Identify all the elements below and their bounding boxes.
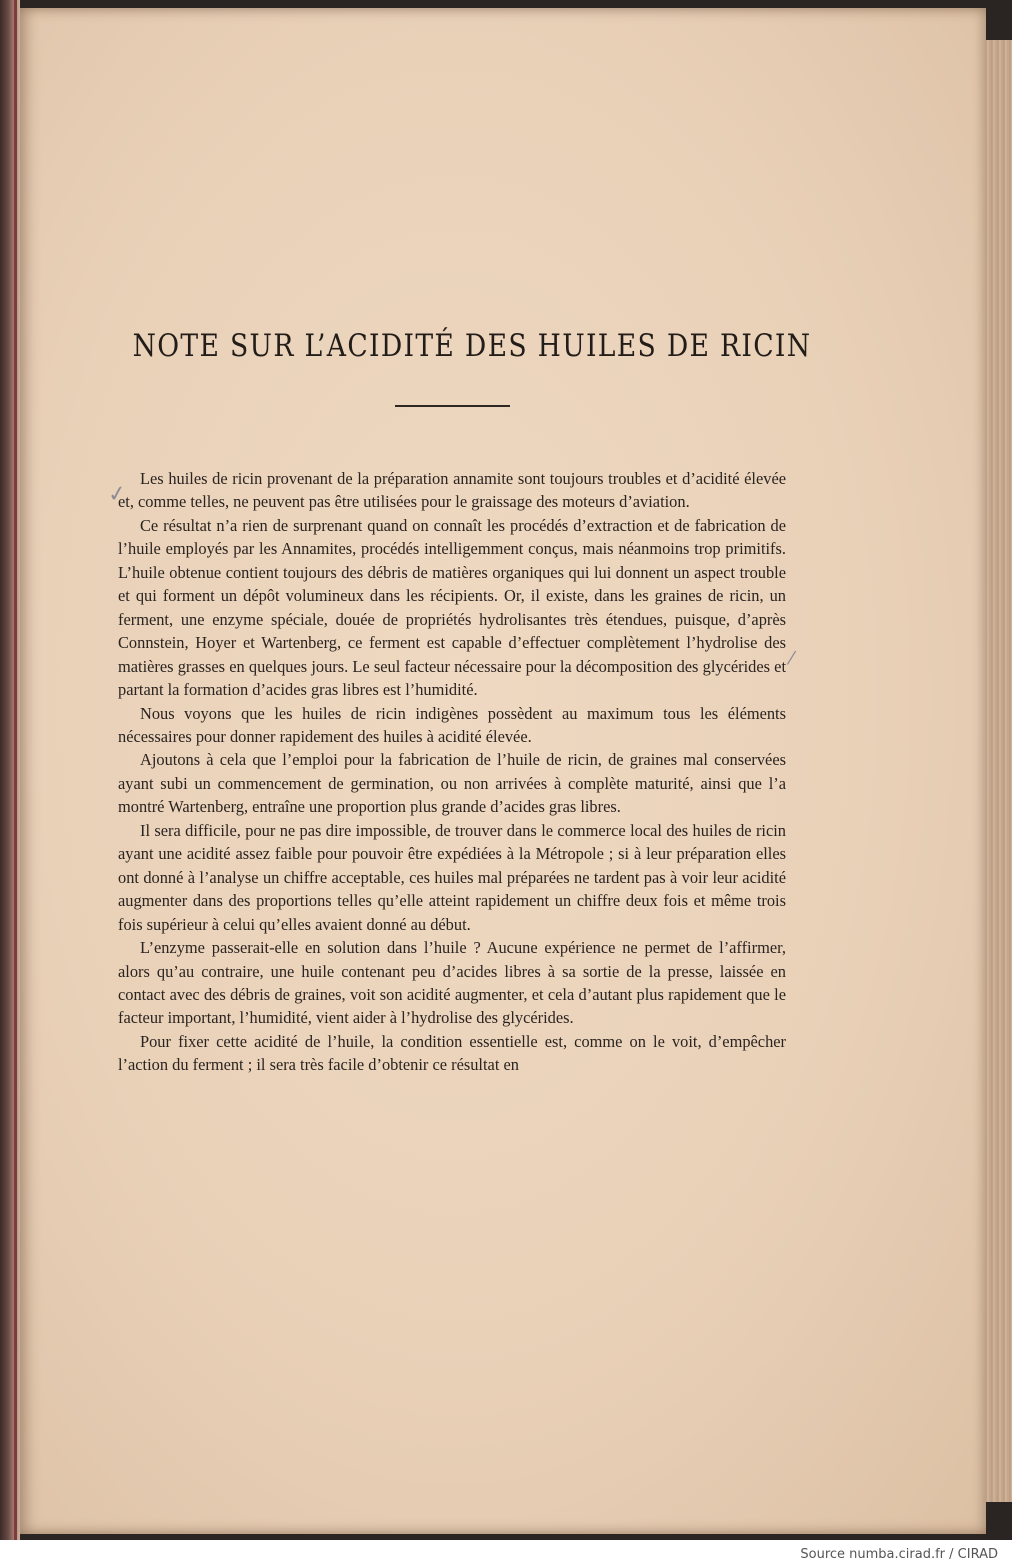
document-title: NOTE SUR L’ACIDITÉ DES HUILES DE RICIN	[132, 328, 812, 364]
paragraph: Nous voyons que les huiles de ricin indigènes possèdent au maximum tous les éléments nécessaires pour donner rapidement des huiles à acidité élevée.	[118, 703, 786, 746]
paragraph: Il sera difficile, pour ne pas dire impossible, de trouver dans le commerce local des huiles de ricin ayant une acidité assez faible pour pouvoir être expédiées à la Métropole ; si à leur préparation elles ont donné à l’analyse un chiffre acceptable, ces huiles mal préparées ne tardent pas à voir leur acidité augmenter dans des proportions telles qu’elle atteint rapidement un chiffre deux fois et même trois fois supérieur à celui qu’elles avaient donné au début.	[118, 820, 786, 934]
paragraph: L’enzyme passerait-elle en solution dans l’huile ? Aucune expérience ne permet de l’affirmer, alors qu’au contraire, une huile contenant peu d’acides libres à sa sortie de la presse, laissée en contact avec des débris de graines, voit son acidité augmenter, et cela d’autant plus rapidement que le facteur important, l’humidité, vient aider à l’hydrolise des glycérides.	[118, 938, 786, 1028]
paragraph: Ajoutons à cela que l’emploi pour la fabrication de l’huile de ricin, de graines mal conservées ayant subi un commencement de germination, ou non arrivées à complète maturité, ainsi que l’a montré Wartenberg, entraîne une proportion plus grande d’acides gras libres.	[118, 750, 786, 817]
binding-red-stripe	[14, 0, 17, 1540]
pen-check-mark-icon: ✓	[106, 480, 129, 509]
body-text	[118, 467, 786, 1077]
source-caption: Source numba.cirad.fr / CIRAD	[800, 1547, 998, 1562]
page-edges	[984, 40, 1012, 1502]
paragraph: Les huiles de ricin provenant de la préparation annamite sont toujours troubles et d’acidité élevée et, comme telles, ne peuvent pas être utilisées pour le graissage des moteurs d’aviation.	[118, 469, 786, 512]
pen-slash-mark-icon: ⁄	[790, 648, 794, 669]
paragraph: Ce résultat n’a rien de surprenant quand on connaît les procédés d’extraction et de fabrication de l’huile employés par les Annamites, procédés intelligemment conçus, mais néanmoins trop primitifs. L’huile obtenue contient toujours des débris de matières organiques qui lui donnent un aspect trouble et qui forment un dépôt volumineux dans les récipients. Or, il existe, dans les graines de ricin, un ferment, une enzyme spéciale, douée de propriétés hydrolisantes très étendues, puisque, d’après Connstein, Hoyer et Wartenberg, ce ferment est capable d’effectuer complètement l’hydrolise des matières grasses en quelques jours. Le seul facteur nécessaire pour la décomposition des glycérides et partant la formation d’acides gras libres est l’humidité.	[118, 515, 786, 700]
paragraph: Pour fixer cette acidité de l’huile, la condition essentielle est, comme on le voit, d’empêcher l’action du ferment ; il sera très facile d’obtenir ce résultat en	[118, 1031, 786, 1075]
document-page	[20, 8, 986, 1534]
title-separator-rule	[395, 405, 510, 407]
book-binding	[0, 0, 20, 1540]
